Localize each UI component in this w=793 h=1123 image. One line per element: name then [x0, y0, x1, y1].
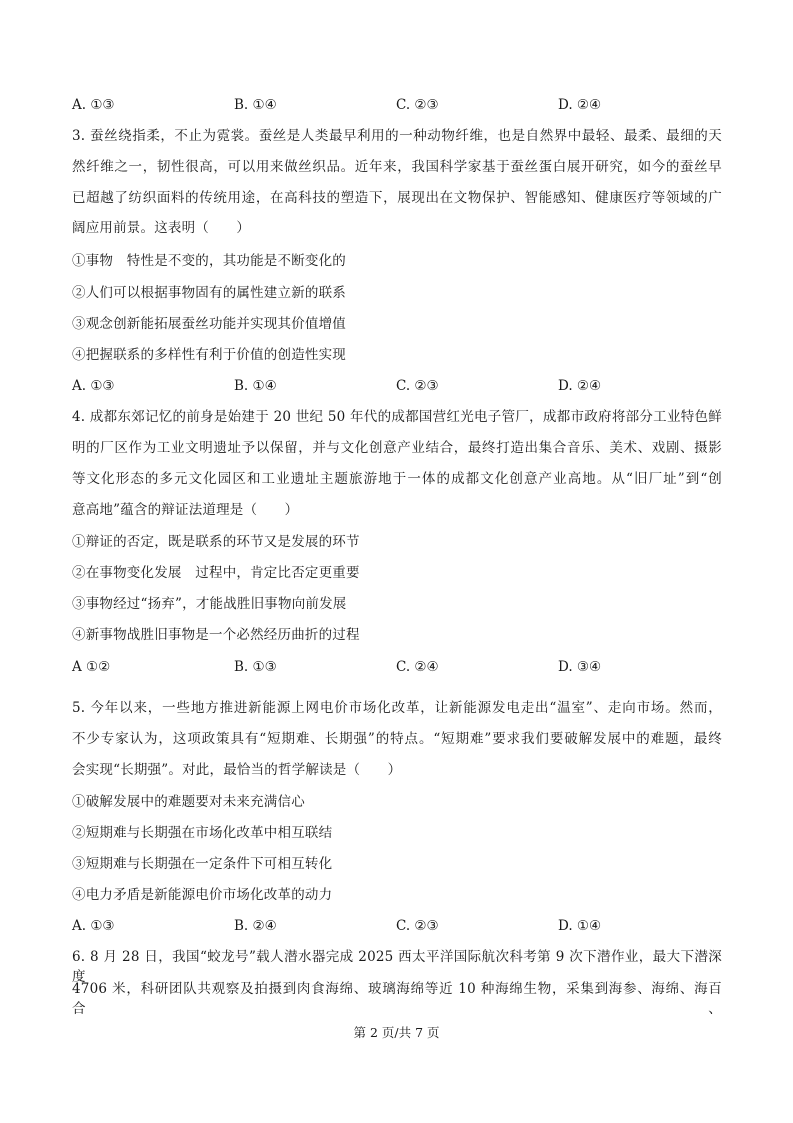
q4-option-b: B. ①③ — [234, 659, 277, 675]
q5-stem-line: 会实现“长期强”。对此，最恰当的哲学解读是（ ） — [72, 762, 402, 778]
q3-stem-line: 阔应用前景。这表明（ ） — [72, 220, 251, 236]
q4-stem-line: 4. 成都东郊记忆的前身是始建于 20 世纪 50 年代的成都国营红光电子管厂，成都市政府将部分工业特色鲜 — [72, 409, 722, 425]
q5-options — [72, 916, 722, 936]
q2-option-d: D. ②④ — [558, 97, 602, 113]
q3-stem-line: 然纤维之一，韧性很高，可以用来做丝织品。近年来，我国科学家基于蚕丝蛋白展开研究，如今的蚕丝早 — [72, 159, 722, 175]
q3-item: ③观念创新能拓展蚕丝功能并实现其价值增值 — [72, 316, 346, 332]
q3-item: ①事物 特性是不变的，其功能是不断变化的 — [72, 253, 346, 269]
q5-item: ④电力矛盾是新能源电价市场化改革的动力 — [72, 887, 333, 903]
q5-stem-line: 不少专家认为，这项政策具有“短期难、长期强”的特点。“短期难”要求我们要破解发展中的难题，最终 — [72, 731, 722, 747]
q5-option-d: D. ①④ — [558, 918, 602, 934]
q3-options — [72, 376, 722, 396]
q3-option-c: C. ②③ — [396, 378, 439, 394]
q4-stem-line: 意高地”蕴含的辩证法道理是（ ） — [72, 502, 299, 518]
q4-item: ①辩证的否定，既是联系的环节又是发展的环节 — [72, 534, 360, 550]
q3-item: ②人们可以根据事物固有的属性建立新的联系 — [72, 285, 346, 301]
q4-item: ②在事物变化发展 过程中，肯定比否定更重要 — [72, 565, 360, 581]
q4-item: ④新事物战胜旧事物是一个必然经历曲折的过程 — [72, 627, 360, 643]
q6-stem-line: 6. 8 月 28 日，我国“蛟龙号”载人潜水器完成 2025 西太平洋国际航次科考第 9 次下潜作业，最大下潜深度 — [72, 949, 722, 985]
q3-option-a: A. ①③ — [72, 378, 115, 394]
q4-option-a: A ①② — [72, 659, 111, 675]
q4-stem-line: 等文化形态的多元文化园区和工业遗址主题旅游地于一体的成都文化创意产业高地。从“旧厂址”到“创 — [72, 471, 722, 487]
q2-options — [72, 95, 722, 115]
q3-item: ④把握联系的多样性有利于价值的创造性实现 — [72, 347, 346, 363]
q3-option-b: B. ①④ — [234, 378, 277, 394]
page-footer: 第 2 页/共 7 页 — [353, 1025, 440, 1040]
q5-option-b: B. ②④ — [234, 918, 277, 934]
q5-item: ①破解发展中的难题要对未来充满信心 — [72, 794, 305, 810]
q5-option-a: A. ①③ — [72, 918, 115, 934]
q5-item: ②短期难与长期强在市场化改革中相互联结 — [72, 825, 333, 841]
q4-options — [72, 657, 722, 677]
q4-option-d: D. ③④ — [558, 659, 602, 675]
q3-stem-line: 3. 蚕丝绕指柔，不止为霓裳。蚕丝是人类最早利用的一种动物纤维，也是自然界中最轻、最柔、最细的天 — [72, 128, 722, 144]
q2-option-b: B. ①④ — [234, 97, 277, 113]
q5-item: ③短期难与长期强在一定条件下可相互转化 — [72, 856, 333, 872]
q2-option-c: C. ②③ — [396, 97, 439, 113]
q5-option-c: C. ②③ — [396, 918, 439, 934]
q4-item: ③事物经过“扬弃”，才能战胜旧事物向前发展 — [72, 596, 347, 612]
q3-option-d: D. ②④ — [558, 378, 602, 394]
q4-stem-line: 明的厂区作为工业文明遗址予以保留，并与文化创意产业结合，最终打造出集合音乐、美术、戏剧、摄影 — [72, 440, 722, 456]
q2-option-a: A. ①③ — [72, 97, 115, 113]
q4-option-c: C. ②④ — [396, 659, 439, 675]
q5-stem-line: 5. 今年以来，一些地方推进新能源上网电价市场化改革，让新能源发电走出“温室”、走向市场。然而， — [72, 700, 722, 716]
q3-stem-line: 已超越了纺织面料的传统用途，在高科技的塑造下，展现出在文物保护、智能感知、健康医疗等领域的广 — [72, 190, 722, 206]
q6-stem-line: 4706 米，科研团队共观察及拍摄到肉食海绵、玻璃海绵等近 10 种海绵生物，采集到海参、海绵、海百合、 — [72, 981, 722, 1017]
